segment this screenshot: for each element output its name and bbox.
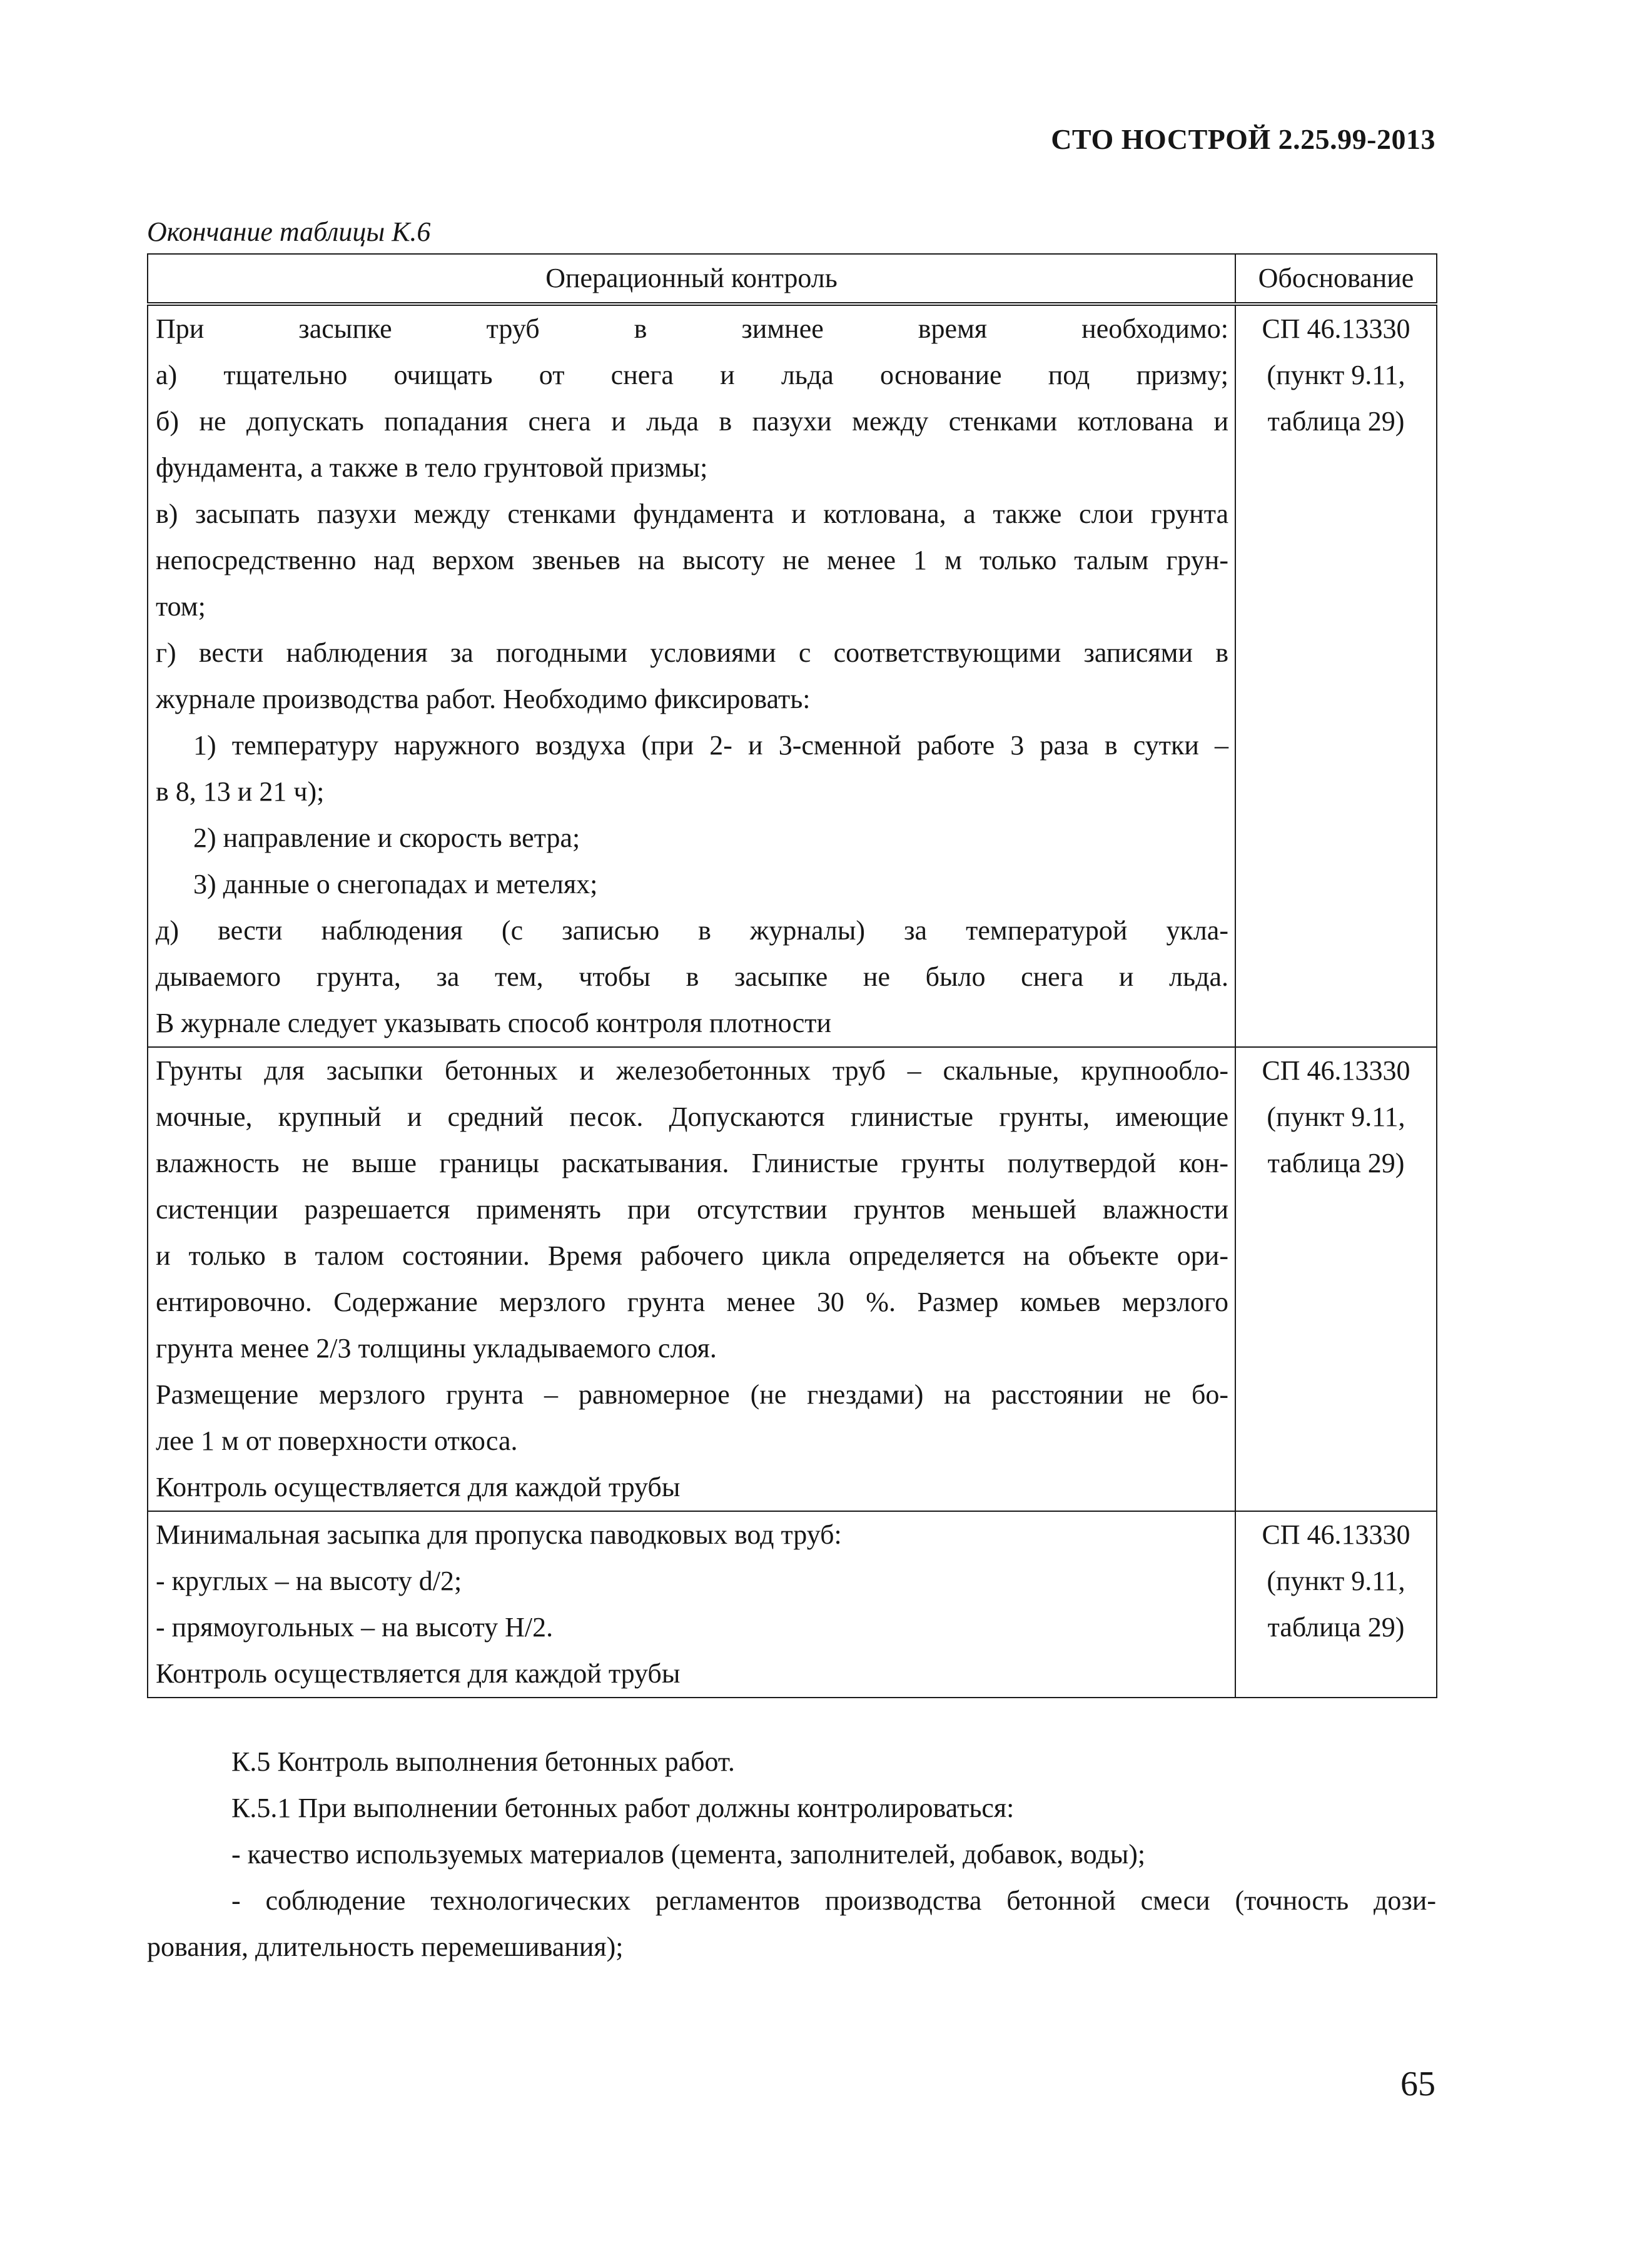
basis-line: СП 46.13330 bbox=[1262, 1055, 1410, 1086]
text-line: грунта менее 2/3 толщины укладываемого слоя. bbox=[156, 1333, 717, 1364]
basis-cell bbox=[1235, 304, 1437, 1047]
text-line: в 8, 13 и 21 ч); bbox=[156, 776, 325, 807]
text-line: в) засыпать пазухи между стенками фундамента и котлована, а также слои грунта bbox=[156, 499, 1228, 529]
section-heading: К.5 Контроль выполнения бетонных работ. bbox=[231, 1746, 735, 1777]
list-item: - качество используемых материалов (цемента, заполнителей, добавок, воды); bbox=[231, 1839, 1146, 1870]
text-line: При засыпке труб в зимнее время необходимо: bbox=[156, 313, 1228, 344]
text-line: г) вести наблюдения за погодными условиями с соответствующими записями в bbox=[156, 637, 1228, 668]
basis-line: (пункт 9.11, bbox=[1267, 360, 1405, 390]
text-line: том; bbox=[156, 591, 206, 622]
text-line: Размещение мерзлого грунта – равномерное (не гнездами) на расстоянии не бо- bbox=[156, 1379, 1228, 1410]
basis-line: СП 46.13330 bbox=[1262, 313, 1410, 344]
text-line: 2) направление и скорость ветра; bbox=[193, 823, 580, 853]
column-header-basis: Обоснование bbox=[1235, 254, 1437, 304]
text-line: влажность не выше границы раскатывания. Глинистые грунты полутвердой кон- bbox=[156, 1148, 1228, 1178]
body-text bbox=[147, 1739, 1436, 1970]
basis-line: таблица 29) bbox=[1267, 1612, 1405, 1643]
basis-line: (пункт 9.11, bbox=[1267, 1566, 1405, 1596]
text-line: журнале производства работ. Необходимо фиксировать: bbox=[156, 684, 811, 714]
text-line: фундамента, а также в тело грунтовой призмы; bbox=[156, 452, 708, 483]
table-header-row bbox=[148, 254, 1437, 304]
text-line: Контроль осуществляется для каждой трубы bbox=[156, 1472, 681, 1502]
text-line: 1) температуру наружного воздуха (при 2- и 3-сменной работе 3 раза в сутки – bbox=[193, 730, 1228, 761]
control-table bbox=[147, 253, 1437, 1698]
control-cell bbox=[148, 304, 1235, 1047]
text-line: дываемого грунта, за тем, чтобы в засыпке не было снега и льда. bbox=[156, 961, 1228, 992]
text-line: и только в талом состоянии. Время рабочего цикла определяется на объекте ори- bbox=[156, 1240, 1228, 1271]
text-line: Контроль осуществляется для каждой трубы bbox=[156, 1658, 681, 1689]
text-line: мочные, крупный и средний песок. Допускаются глинистые грунты, имеющие bbox=[156, 1101, 1228, 1132]
basis-cell bbox=[1235, 1047, 1437, 1511]
text-line: д) вести наблюдения (с записью в журналы) за температурой укла- bbox=[156, 915, 1228, 946]
text-line: лее 1 м от поверхности откоса. bbox=[156, 1425, 518, 1456]
document-header: СТО НОСТРОЙ 2.25.99-2013 bbox=[1051, 123, 1435, 155]
basis-line: таблица 29) bbox=[1267, 1148, 1405, 1178]
list-item: - соблюдение технологических регламентов производства бетонной смеси (точность дози- bbox=[231, 1885, 1436, 1916]
basis-line: (пункт 9.11, bbox=[1267, 1101, 1405, 1132]
text-line: - прямоугольных – на высоту H/2. bbox=[156, 1612, 554, 1643]
basis-cell bbox=[1235, 1511, 1437, 1698]
text-line: б) не допускать попадания снега и льда в пазухи между стенками котлована и bbox=[156, 406, 1228, 437]
page-number: 65 bbox=[1400, 2065, 1435, 2103]
basis-line: СП 46.13330 bbox=[1262, 1519, 1410, 1550]
paragraph: К.5.1 При выполнении бетонных работ должны контролироваться: bbox=[231, 1793, 1015, 1823]
text-line: Грунты для засыпки бетонных и железобетонных труб – скальные, крупнообло- bbox=[156, 1055, 1228, 1086]
text-line: В журнале следует указывать способ контроля плотности bbox=[156, 1008, 832, 1038]
text-line: непосредственно над верхом звеньев на высоту не менее 1 м только талым грун- bbox=[156, 545, 1228, 575]
column-header-operational-control: Операционный контроль bbox=[148, 254, 1235, 304]
text-line: систенции разрешается применять при отсутствии грунтов меньшей влажности bbox=[156, 1194, 1228, 1225]
table-row bbox=[148, 304, 1437, 1047]
control-cell bbox=[148, 1511, 1235, 1698]
list-item-continuation: рования, длительность перемешивания); bbox=[147, 1931, 624, 1962]
text-line: 3) данные о снегопадах и метелях; bbox=[193, 869, 598, 899]
table-row bbox=[148, 1511, 1437, 1698]
text-line: а) тщательно очищать от снега и льда основание под призму; bbox=[156, 360, 1228, 390]
table-caption: Окончание таблицы К.6 bbox=[147, 216, 431, 247]
table-row bbox=[148, 1047, 1437, 1511]
basis-line: таблица 29) bbox=[1267, 406, 1405, 437]
text-line: - круглых – на высоту d/2; bbox=[156, 1566, 462, 1596]
text-line: Минимальная засыпка для пропуска паводковых вод труб: bbox=[156, 1519, 842, 1550]
control-cell bbox=[148, 1047, 1235, 1511]
text-line: ентировочно. Содержание мерзлого грунта менее 30 %. Размер комьев мерзлого bbox=[156, 1287, 1228, 1317]
